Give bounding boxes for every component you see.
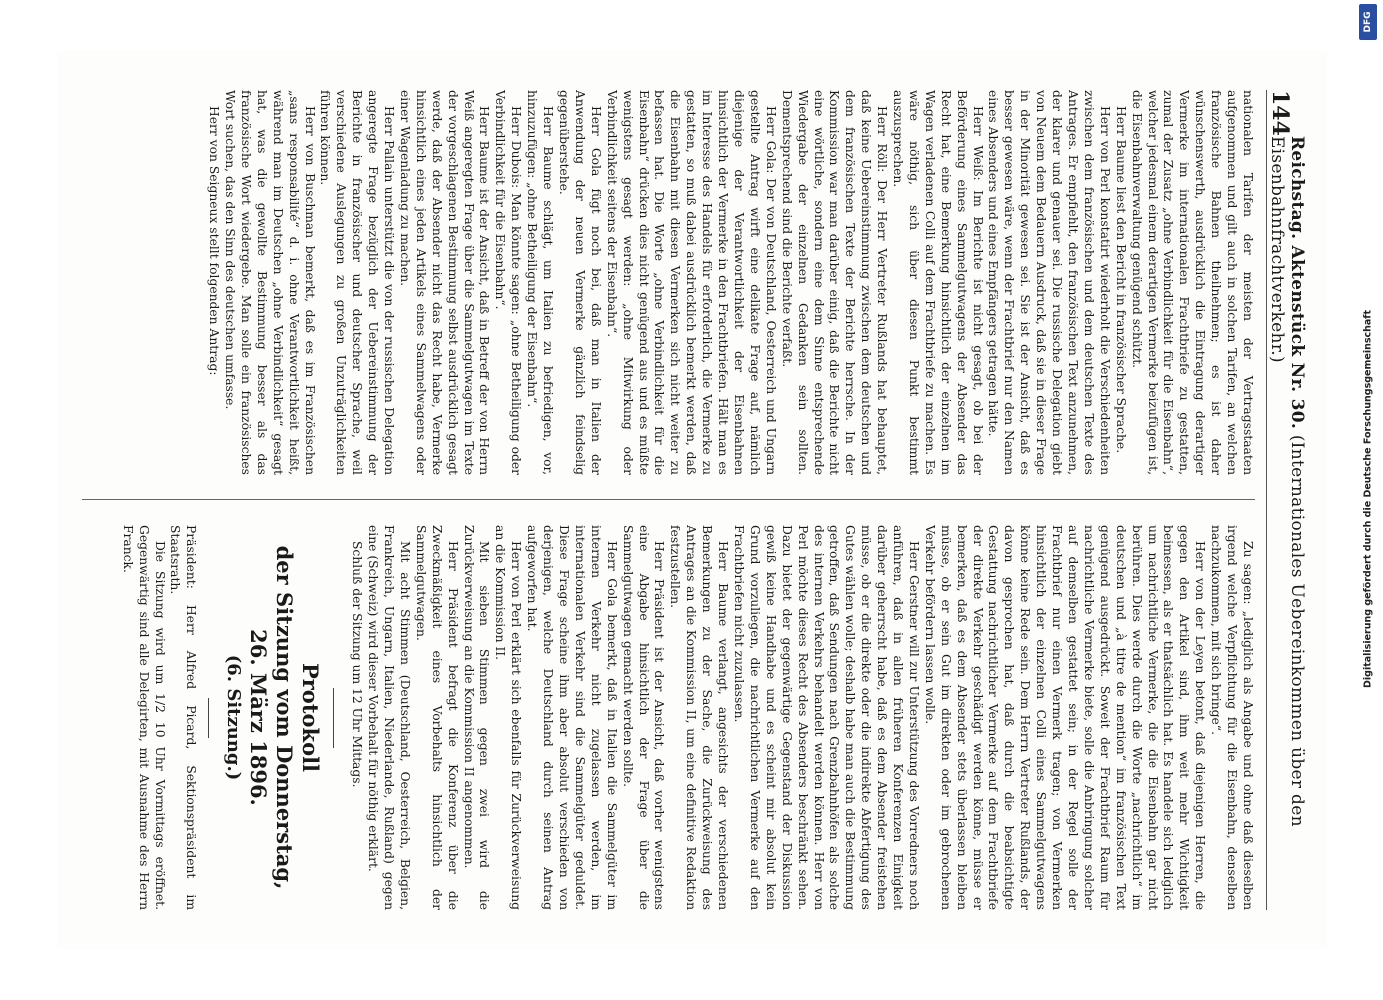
paragraph: Präsident: Herr Alfred Picard, Sektionspräsident im Staatsrath. <box>167 525 198 910</box>
paragraph: Herr Dubois: Man könnte sagen: „ohne Betheiligung oder Verbindlichkeit für die Eisenbahn“. <box>492 90 523 475</box>
paragraph: Zu sagen: „lediglich als Angabe und ohne daß dieselben irgend welche Verpflichtung für die Eisenbahn, denselben nachzukommen, mit sich bringe“. <box>1208 525 1255 910</box>
protocol-title: Protokoll <box>297 662 323 773</box>
paragraph: Herr von Seigneux stellt folgenden Antrag: <box>206 106 221 376</box>
right-column <box>82 525 1255 910</box>
paragraph: Herr von Buschman bemerkt, daß es im Französischen „sans responsabilité“ d. i. ohne Verantwortlichkeit heißt, während man im Deutschen „ohne Verbindlichkeit“ gesagt hat, was die gewollte Bestimmung besser als das französische Wort wiedergebe. Man solle ein französisches Wort suchen, das den Sinn des deutschen umfasse. <box>222 90 317 475</box>
paragraph: Mit sieben Stimmen gegen zwei wird die Zurückverweisung an die Kommission II angenommen. <box>461 525 491 910</box>
paragraph: Herr Röll: Der Herr Vertreter Rußlands hat behauptet, daß keine Uebereinstimmung zwischen dem deutschen und dem französischen Texte der Berichte herrsche. In der Kommission war man darüber einig, daß die Berichte nicht eine wörtliche, sondern eine dem Sinne entsprechende Wiedergabe der einzelnen Gedanken sein sollten. Dementsprechend sind die Berichte verfaßt. <box>779 90 889 475</box>
paragraph: Herr Weiß: Im Berichte ist nicht gesagt, ob bei der Beförderung eines Sammelgutwagens der Absender das Recht hat, eine Bemerkung hinsichtlich der einzelnen im Wagen verladenen Colli auf dem Frachtbriefe zu machen. Es wäre nöthig, sich über diesen Punkt bestimmt auszusprechen. <box>890 90 985 475</box>
paragraph: Herr Gola: Der von Deutschland, Oesterreich und Ungarn gestellte Antrag wirft eine delikate Frage auf, nämlich diejenige der Verantwortlichkeit der Eisenbahnen hinsichtlich der Vermerke in den Frachtbriefen. Hält man es im Interesse des Handels für erforderlich, die Vermerke zu gestatten, so muß dabei ausdrücklich bemerkt werden, daß die Eisenbahn mit diesen Vermerken sich nicht weiter zu befassen hat. Die Worte „ohne Verbindlichkeit für die Eisenbahn“ drücken dies nicht genügend aus und es müßte wenigstens gesagt werden: „ohne Mitwirkung oder Verbindlichkeit seitens der Eisenbahn“. <box>604 90 778 475</box>
session-date: der Sitzung vom Donnerstag, 26. März 1896. <box>245 545 297 890</box>
paragraph: Herr Präsident ist der Ansicht, daß vorher wenigstens eine Abgabe hinsichtlich der Frage über die Sammelgutwagen gemacht werden sollte. <box>620 525 666 910</box>
paragraph: Die Sitzung wird um 1/2 10 Uhr Vormittags eröffnet. Gegenwärtig sind alle Delegirten, mit Ausnahme des Herrn Franck. <box>120 525 167 910</box>
running-head <box>1267 136 1307 910</box>
paragraph: Herr von Perl konstatirt wiederholt die Verschiedenheiten zwischen dem französischen und dem deutschen Texte des Antrages. Er empfiehlt, den französischen Text anzunehmen, der klarer und genauer sei. Die russische Delegation giebt von Neuem dem Bedauern Ausdruck, daß sie in dieser Frage in der Minorität gewesen sei. Sie ist der Ansicht, daß es besser gewesen wäre, wenn der Frachtbrief nur den Namen eines Absenders und eines Empfängers getragen hätte. <box>986 90 1112 475</box>
paragraph: Herr von Perl erklärt sich ebenfalls für Zurückverweisung an die Kommission II. <box>492 525 523 910</box>
paragraph: Herr von der Leyen betont, daß diejenigen Herren, die gegen den Artikel sind, ihm weit mehr Wichtigkeit beimessen, als er thatsächlich hat. Es handele sich lediglich um nachrichtliche Vermerke, die die Eisenbahn gar nicht berühren. Dies werde durch die Worte „nachrichtlich“ im deutschen und „à titre de mention“ im französischen Text genügend ausgedrückt. Soweit der Frachtbrief Raum für nachrichtliche Vermerke biete, solle die Anbringung solcher auf demselben gestattet sein; in der Regel solle der Frachtbrief nur einen Vermerk tragen; von Vermerken hinsichtlich der einzelnen Colli eines Sammelgutwagens könne keine Rede sein. Dem Herrn Vertreter Rußlands, der davon gesprochen hat, daß durch die beabsichtigte Gestattung nachrichtlicher Vermerke auf dem Frachtbriefe der direkte Verkehr geschädigt werden könne, müsse er bemerken, daß es dem Absender stets überlassen bleiben müsse, ob er sein Gut im direkten oder im gebrochenen Verkehr befördern lassen wolle. <box>922 525 1207 910</box>
session-number: (6. Sitzung.) <box>222 654 244 781</box>
dfg-logo: DFG <box>1359 4 1377 40</box>
paragraph: Herr Pallain unterstützt die von der russischen Delegation angeregte Frage bezüglich der Uebereinstimmung der Berichte in französischer und deutscher Sprache, weil verschiedene Auslegungen zu großen Unzuträglichkeiten führen können. <box>317 90 396 475</box>
paragraph: Schluß der Sitzung um 12 Uhr Mittags. <box>349 541 364 788</box>
paragraph: Herr Gola bemerkt, daß in Italien die Sammelgüter im internen Verkehr nicht zugelassen werden, im internationalen Verkehr sind die Sammelgüter geduldet. Diese Frage scheine ihm aber absolut verschieden von derjenigen, welche Deutschland durch seinen Antrag aufgeworfen hat. <box>524 525 619 910</box>
column-divider <box>82 499 1255 500</box>
separator-rule <box>208 698 209 738</box>
running-head-left: Reichstag. Aktenstück Nr. 30. <box>1286 135 1307 430</box>
paragraph: Herr Präsident befragt die Konferenz über die Zweckmäßigkeit eines Vorbehalts hinsichtlich der Sammelgutwagen. <box>413 525 460 910</box>
page-number: 144 <box>1266 90 1293 136</box>
paragraph: Herr Baume schlägt, um Italien zu befriedigen, vor, hinzuzufügen: „ohne Betheiligung der Eisenbahn“. <box>524 90 555 475</box>
document-page <box>57 50 1327 950</box>
watermark-text: Digitalisierung gefördert durch die Deutsche Forschungsgemeinschaft <box>1362 310 1374 688</box>
digitization-watermark <box>1357 4 1379 994</box>
paragraph: nationalen Tarifen der meisten der Vertragsstaaten aufgenommen und gilt auch in solchen Tarifen, an welchen französische Bahnen theilnehmen; es ist daher wünschenswerth, ausdrücklich die Eintragung derartiger Vermerke im internationalen Frachtbriefe zu gestatten, zumal der Zusatz „ohne Verbindlichkeit für die Eisenbahn“, welcher jedesmal einem derartigen Vermerke beizufügen ist, die Eisenbahnverwaltung genügend schützt. <box>1129 90 1255 475</box>
left-column <box>82 90 1255 475</box>
paragraph: Herr Gola fügt noch bei, daß man in Italien der Anwendung der neuen Vermerke gänzlich feindselig gegenüberstehe. <box>556 90 603 475</box>
separator-rule <box>333 688 334 748</box>
paragraph: Mit acht Stimmen (Deutschland, Oesterreich, Belgien, Frankreich, Ungarn, Italien, Niederlande, Rußland) gegen eine (Schweiz) wird dieser Vorbehalt für nöthig erklärt. <box>365 525 412 910</box>
paragraph: Herr Baume ist der Ansicht, daß in Betreff der von Herrn Weiß angeregten Frage über die Sammelgutwagen im Texte der vorgeschlagenen Bestimmung selbst ausdrücklich gesagt werde, daß der Absender nicht das Recht habe, Vermerke hinsichtlich eines jeden Artikels eines Sammelwagens oder einer Wagenladung zu machen. <box>397 90 491 475</box>
paragraph: Herr Baume verlangt, angesichts der verschiedenen Bemerkungen zu der Sache, die Zurückweisung des Antrages an die Kommission II, um eine definitive Redaktion festzustellen. <box>667 525 730 910</box>
paragraph: Herr Gerstner will zur Unterstützung des Vorredners noch anführen, daß in allen früheren Konferenzen Einigkeit darüber geherrscht habe, daß es dem Absender freistehen müsse, ob er die direkte oder die indirekte Abfertigung des Gutes wählen wolle; deshalb habe man auch die Bestimmung getroffen, daß Sendungen nach Grenzbahnhöfen als solche des internen Verkehrs behandelt werden können. Herr von Perl möchte dieses Recht des Absenders beschränkt sehen. Dazu bietet der gegenwärtige Gegenstand der Diskussion gewiß keine Handhabe und es scheint mir absolut kein Grund vorzuliegen, die nachrichtlichen Vermerke auf den Frachtbriefen nicht zuzulassen. <box>731 525 921 910</box>
protocol-heading <box>208 525 334 910</box>
paragraph: Herr Baume liest den Bericht in französischer Sprache. <box>1113 106 1128 454</box>
running-head-right: (Internationales Uebereinkommen über den Eisenbahnfrachtverkehr.) <box>1266 135 1307 827</box>
page-header <box>1266 90 1307 910</box>
